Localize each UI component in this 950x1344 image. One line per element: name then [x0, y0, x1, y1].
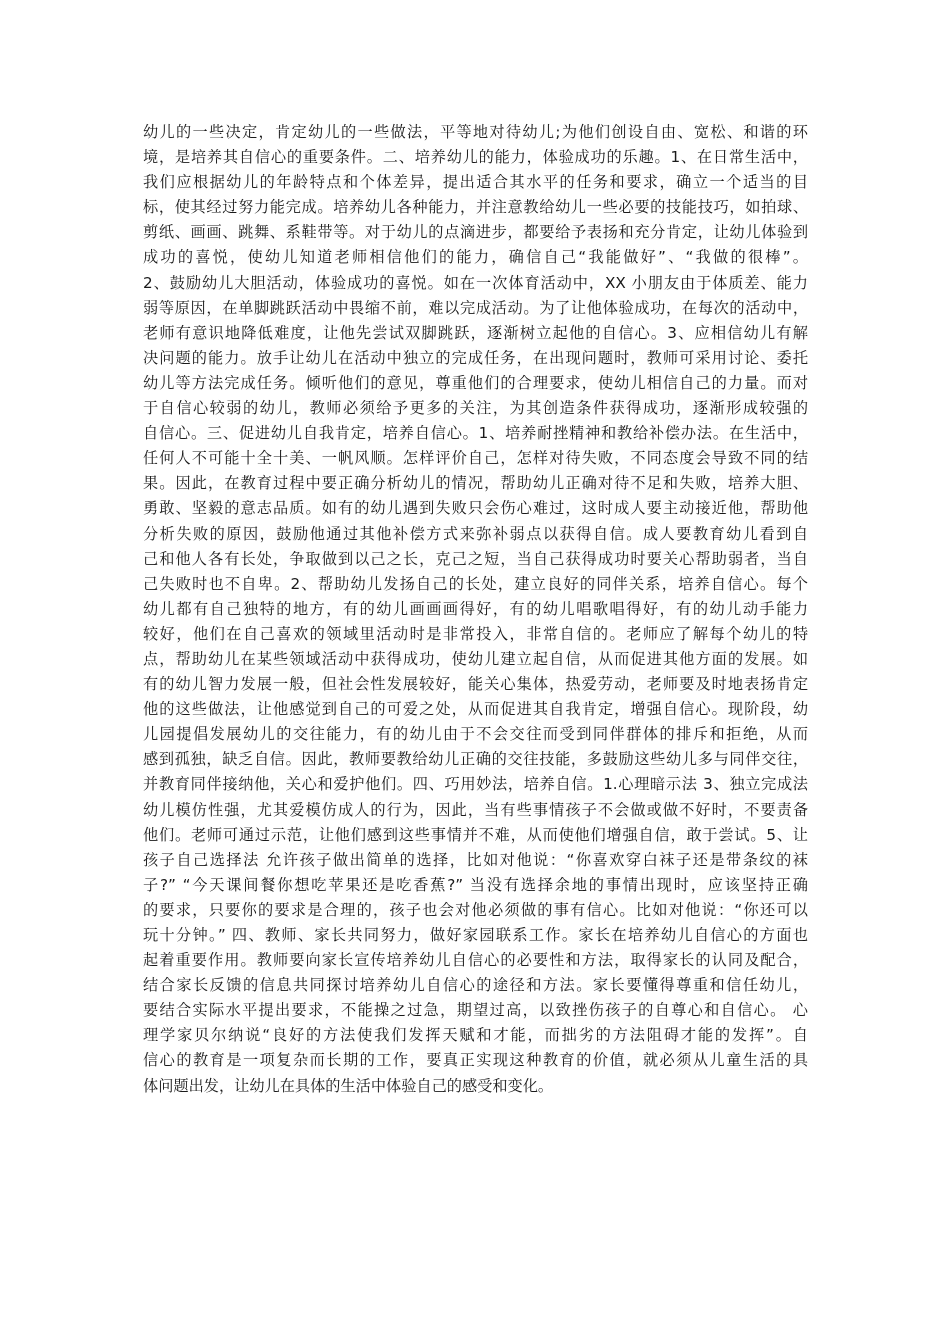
text-line: 我们应根据幼儿的年龄特点和个体差异，提出适合其水平的任务和要求，确立一个适当的目 [143, 173, 808, 192]
text-line: 剪纸、画画、跳舞、系鞋带等。对于幼儿的点滴进步，都要给予表扬和充分肯定，让幼儿体验到 [143, 223, 808, 242]
text-line: 己失败时也不自卑。2、帮助幼儿发扬自己的长处，建立良好的同伴关系，培养自信心。每个 [143, 574, 808, 593]
text-line: 幼儿的一些决定，肯定幼儿的一些做法，平等地对待幼儿;为他们创设自由、宽松、和谐的环 [143, 123, 808, 141]
text-line: 2、鼓励幼儿大胆活动，体验成功的喜悦。如在一次体育活动中，XX 小朋友由于体质差、能力 [143, 273, 808, 292]
text-line: 子?” “今天课间餐你想吃苹果还是吃香蕉?” 当没有选择余地的事情出现时，应该坚持正确 [143, 875, 808, 894]
text-line: 弱等原因，在单脚跳跃活动中畏缩不前，难以完成活动。为了让他体验成功，在每次的活动中， [143, 298, 808, 317]
text-line: 体问题出发，让幼儿在具体的生活中体验自己的感受和变化。 [143, 1076, 554, 1095]
text-line: 他们。老师可通过示范，让他们感到这些事情并不难，从而使他们增强自信，敢于尝试。5、让 [143, 825, 808, 844]
text-line: 结合家长反馈的信息共同探讨培养幼儿自信心的途径和方法。家长要懂得尊重和信任幼儿， [143, 976, 808, 995]
text-line: 感到孤独，缺乏自信。因此，教师要教给幼儿正确的交往技能，多鼓励这些幼儿多与同伴交往， [143, 750, 808, 769]
text-line: 点，帮助幼儿在某些领域活动中获得成功，使幼儿建立起自信，从而促进其他方面的发展。如 [143, 649, 808, 668]
text-line: 分析失败的原因，鼓励他通过其他补偿方式来弥补弱点以获得自信。成人要教育幼儿看到自 [143, 524, 808, 543]
text-line: 儿园提倡发展幼儿的交往能力，有的幼儿由于不会交往而受到同伴群体的排斥和拒绝，从而 [143, 725, 808, 744]
text-line: 幼儿模仿性强，尤其爱模仿成人的行为，因此，当有些事情孩子不会做或做不好时，不要责备 [143, 800, 808, 819]
text-line: 任何人不可能十全十美、一帆风顺。怎样评价自己，怎样对待失败，不同态度会导致不同的结 [143, 449, 808, 468]
text-line: 并教育同伴接纳他，关心和爱护他们。四、巧用妙法，培养自信。1.心理暗示法 3、独立完成法 [143, 775, 808, 794]
text-line: 的要求，只要你的要求是合理的，孩子也会对他必须做的事有信心。比如对他说：“你还可以 [143, 900, 808, 919]
text-line: 老师有意识地降低难度，让他先尝试双脚跳跃，逐渐树立起他的自信心。3、应相信幼儿有解 [143, 323, 808, 342]
text-line: 果。因此，在教育过程中要正确分析幼儿的情况，帮助幼儿正确对待不足和失败，培养大胆、 [143, 474, 808, 493]
text-line: 他的这些做法，让他感觉到自己的可爱之处，从而促进其自我肯定，增强自信心。现阶段，幼 [143, 700, 808, 719]
text-line: 要结合实际水平提出要求，不能操之过急，期望过高，以致挫伤孩子的自尊心和自信心。 心 [143, 1001, 808, 1020]
text-line: 孩子自己选择法 允许孩子做出简单的选择，比如对他说：“你喜欢穿白袜子还是带条纹的袜 [143, 850, 808, 869]
text-line: 起着重要作用。教师要向家长宣传培养幼儿自信心的必要性和方法，取得家长的认同及配合， [143, 951, 808, 970]
text-line: 有的幼儿智力发展一般，但社会性发展较好，能关心集体，热爱劳动，老师要及时地表扬肯定 [143, 675, 808, 694]
text-line: 幼儿都有自己独特的地方，有的幼儿画画画得好，有的幼儿唱歌唱得好，有的幼儿动手能力 [143, 599, 808, 618]
text-line: 幼儿等方法完成任务。倾听他们的意见，尊重他们的合理要求，使幼儿相信自己的力量。而对 [143, 373, 808, 392]
text-line: 自信心。三、促进幼儿自我肯定，培养自信心。1、培养耐挫精神和教给补偿办法。在生活中， [143, 424, 808, 443]
text-line: 境，是培养其自信心的重要条件。二、培养幼儿的能力，体验成功的乐趣。1、在日常生活中， [143, 148, 808, 167]
text-line: 玩十分钟。” 四、教师、家长共同努力，做好家园联系工作。家长在培养幼儿自信心的方面也 [143, 926, 808, 944]
text-line: 己和他人各有长处，争取做到以己之长，克己之短，当自己获得成功时要关心帮助弱者，当自 [143, 549, 808, 568]
text-line: 决问题的能力。放手让幼儿在活动中独立的完成任务，在出现问题时，教师可采用讨论、委托 [143, 348, 808, 367]
text-line: 勇敢、坚毅的意志品质。如有的幼儿遇到失败只会伤心难过，这时成人要主动接近他，帮助他 [143, 499, 808, 518]
text-line: 较好，他们在自己喜欢的领域里活动时是非常投入，非常自信的。老师应了解每个幼儿的特 [143, 624, 808, 643]
body-text [143, 120, 808, 1099]
text-line: 理学家贝尔纳说“良好的方法使我们发挥天赋和才能，而拙劣的方法阻碍才能的发挥”。自 [143, 1026, 808, 1045]
text-line: 标，使其经过努力能完成。培养幼儿各种能力，并注意教给幼儿一些必要的技能技巧，如拍球、 [143, 198, 808, 217]
text-line: 成功的喜悦，使幼儿知道老师相信他们的能力，确信自己“我能做好”、“我做的很棒”。 [143, 248, 808, 267]
text-line: 信心的教育是一项复杂而长期的工作，要真正实现这种教育的价值，就必须从儿童生活的具 [143, 1051, 808, 1070]
text-line: 于自信心较弱的幼儿，教师必须给予更多的关注，为其创造条件获得成功，逐渐形成较强的 [143, 399, 808, 418]
